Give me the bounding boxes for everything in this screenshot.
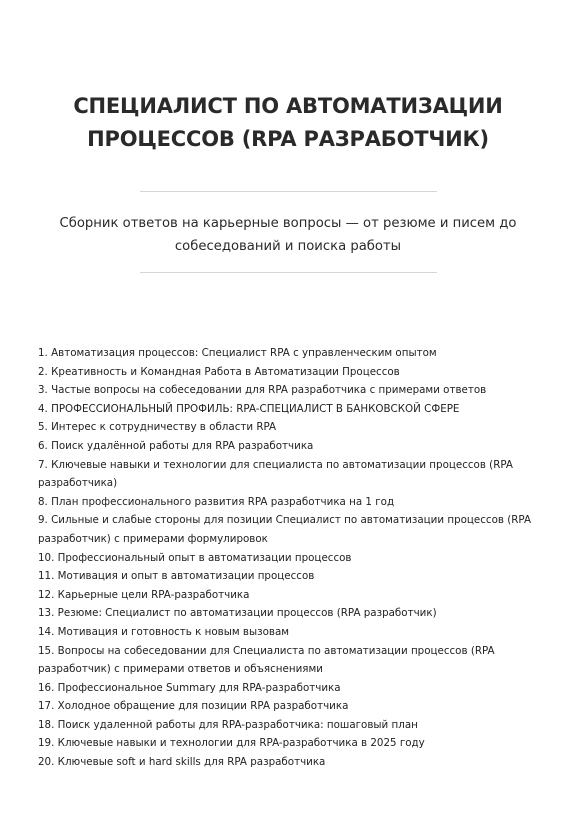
toc-item-line: 3. Частые вопросы на собеседовании для RPA разработчика с примерами ответов: [38, 384, 487, 397]
toc-item: [38, 381, 518, 400]
toc-item: [38, 400, 518, 419]
toc-item-line: 8. План профессионального развития RPA разработчика на 1 год: [38, 495, 395, 508]
toc-item-line: 2. Креативность и Командная Работа в Автоматизации Процессов: [38, 365, 400, 378]
document-title: [40, 90, 536, 156]
toc-item: [38, 642, 518, 679]
toc-item: [38, 511, 531, 548]
title-line-2: ПРОЦЕССОВ (RPA РАЗРАБОТЧИК): [87, 127, 489, 151]
toc-item-line: 11. Мотивация и опыт в автоматизации процессов: [38, 570, 315, 583]
toc-item-line: разработчик) с примерами ответов и объяснениями: [38, 663, 323, 676]
toc-item: [38, 604, 518, 623]
toc-item: [38, 679, 518, 698]
toc-item-line: 18. Поиск удаленной работы для RPA-разработчика: пошаговый план: [38, 718, 418, 731]
document-subtitle: [40, 212, 536, 258]
toc-item-line: 10. Профессиональный опыт в автоматизации процессов: [38, 551, 352, 564]
toc-item: [38, 716, 518, 735]
toc-item: [38, 437, 518, 456]
toc-item-line: 5. Интерес к сотрудничеству в области RPA: [38, 421, 277, 434]
toc-item: [38, 586, 518, 605]
toc-item-line: 7. Ключевые навыки и технологии для специалиста по автоматизации процессов (RPA: [38, 458, 513, 471]
toc-item-line: 17. Холодное обращение для позиции RPA разработчика: [38, 700, 349, 713]
title-line-1: СПЕЦИАЛИСТ ПО АВТОМАТИЗАЦИИ: [73, 94, 503, 118]
toc-item: [38, 567, 518, 586]
toc-item: [38, 344, 518, 363]
toc-item: [38, 697, 518, 716]
toc-item-line: 15. Вопросы на собеседовании для Специалиста по автоматизации процессов (RPA: [38, 644, 495, 657]
toc-item-line: 6. Поиск удалённой работы для RPA разработчика: [38, 439, 314, 452]
toc-item-line: 12. Карьерные цели RPA-разработчика: [38, 588, 250, 601]
divider-bottom: [140, 272, 437, 273]
toc-item: [38, 418, 518, 437]
toc-item-line: 19. Ключевые навыки и технологии для RPA-разработчика в 2025 году: [38, 737, 425, 750]
toc-item: [38, 549, 518, 568]
toc-item-line: 4. ПРОФЕССИОНАЛЬНЫЙ ПРОФИЛЬ: RPA-СПЕЦИАЛИСТ В БАНКОВСКОЙ СФЕРЕ: [38, 402, 460, 415]
toc-item-line: 1. Автоматизация процессов: Специалист RPA с управленческим опытом: [38, 347, 437, 359]
toc-item-line: 9. Сильные и слабые стороны для позиции Специалист по автоматизации процессов (RPA: [38, 514, 531, 527]
toc-item: [38, 734, 518, 753]
toc-item-line: 16. Профессиональное Summary для RPA-разработчика: [38, 681, 341, 694]
table-of-contents: [38, 344, 531, 772]
subtitle-line-1: Сборник ответов на карьерные вопросы — от резюме и писем до: [59, 216, 517, 231]
toc-item: [38, 363, 518, 382]
divider-top: [140, 191, 437, 192]
toc-item-line: 13. Резюме: Специалист по автоматизации процессов (RPA разработчик): [38, 607, 437, 620]
toc-item-line: разработчика): [38, 477, 118, 490]
toc-item: [38, 493, 518, 512]
toc-item: [38, 456, 518, 493]
toc-item: [38, 623, 518, 642]
toc-item-line: 20. Ключевые soft и hard skills для RPA разработчика: [38, 756, 326, 769]
toc-item-line: 14. Мотивация и готовность к новым вызовам: [38, 625, 290, 638]
toc-item-line: разработчик) с примерами формулировок: [38, 532, 268, 545]
subtitle-line-2: собеседований и поиска работы: [174, 239, 402, 254]
toc-item: [38, 753, 518, 772]
